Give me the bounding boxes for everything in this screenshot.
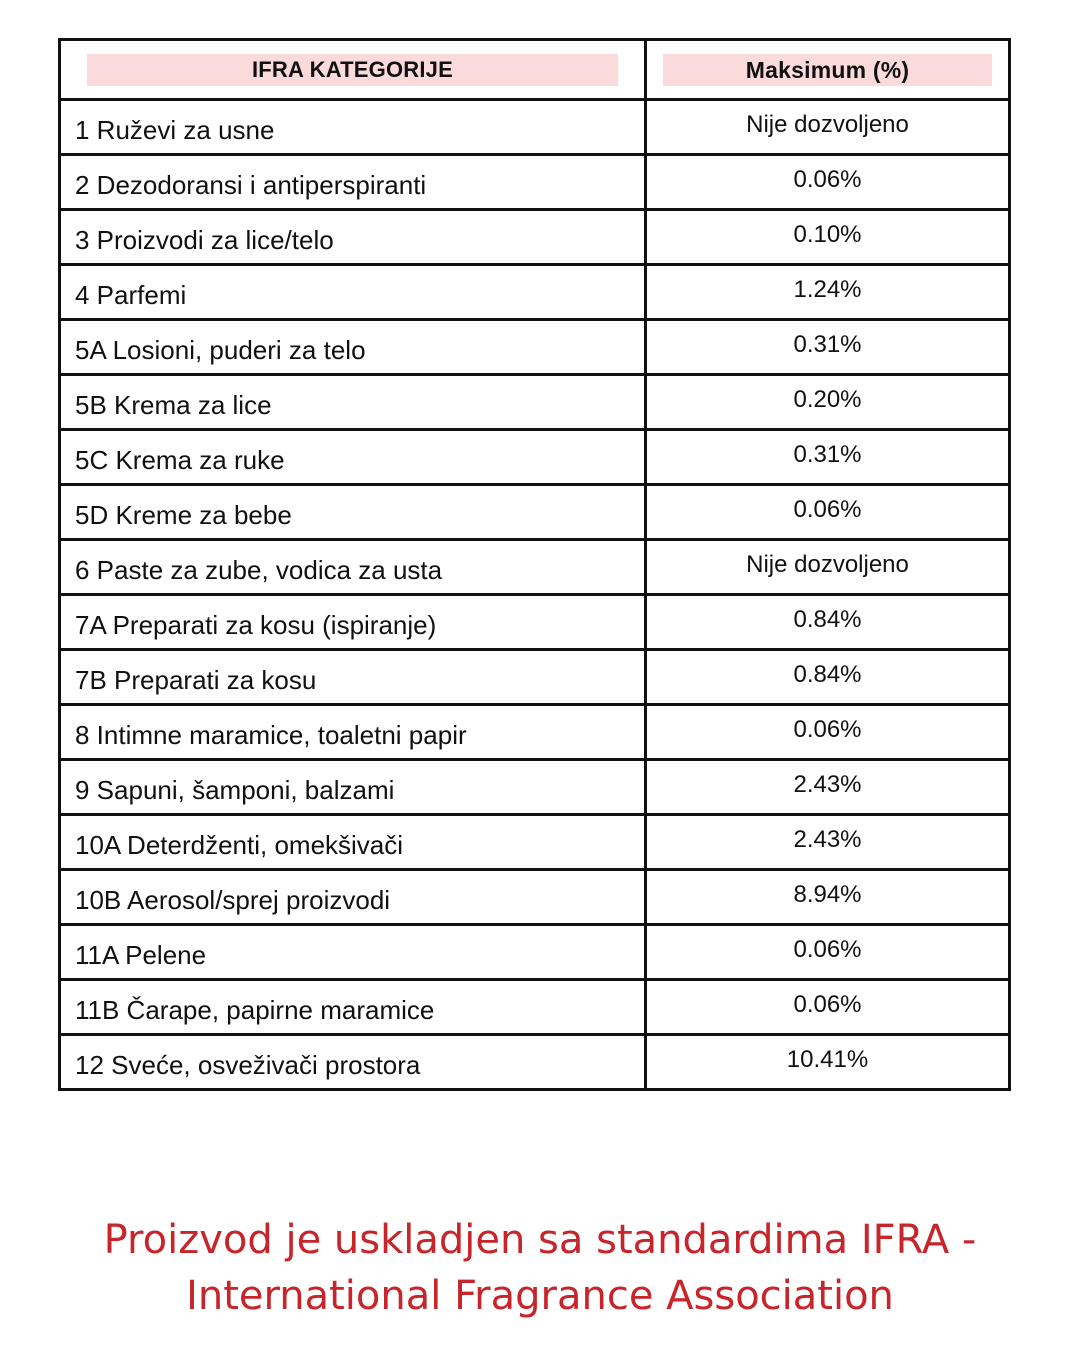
table-row [60, 430, 1010, 485]
category-cell [60, 485, 646, 540]
maximum-value: 10.41% [786, 1046, 869, 1073]
maximum-cell [646, 155, 1010, 210]
category-cell [60, 320, 646, 375]
category-label: 5B Krema za lice [75, 389, 272, 420]
maximum-value: 0.84% [793, 606, 862, 633]
category-cell [60, 870, 646, 925]
category-label: 10B Aerosol/sprej proizvodi [75, 884, 391, 915]
category-label: 5A Losioni, puderi za telo [75, 334, 366, 365]
category-cell [60, 540, 646, 595]
table-row [60, 100, 1010, 155]
category-label: 5C Krema za ruke [75, 444, 285, 475]
category-label: 5D Kreme za bebe [75, 499, 292, 530]
maximum-cell [646, 650, 1010, 705]
category-cell [60, 980, 646, 1035]
maximum-cell [646, 265, 1010, 320]
maximum-cell [646, 925, 1010, 980]
table-row [60, 540, 1010, 595]
category-label: 11B Čarape, papirne maramice [75, 994, 435, 1025]
maximum-cell [646, 980, 1010, 1035]
compliance-note-line-1: Proizvod je uskladjen sa standardima IFRA - [103, 1217, 977, 1263]
maximum-cell [646, 1035, 1010, 1090]
category-cell [60, 430, 646, 485]
maximum-value: Nije dozvoljeno [746, 551, 909, 578]
header-category-label: IFRA KATEGORIJE [87, 54, 618, 86]
category-cell [60, 265, 646, 320]
table-row [60, 375, 1010, 430]
maximum-value: 0.06% [793, 716, 862, 743]
category-cell [60, 1035, 646, 1090]
ifra-table [58, 38, 1011, 1091]
category-label: 7B Preparati za kosu [75, 664, 317, 695]
category-label: 1 Ruževi za usne [75, 114, 275, 145]
table-row [60, 870, 1010, 925]
category-cell [60, 210, 646, 265]
maximum-cell [646, 705, 1010, 760]
maximum-value: Nije dozvoljeno [746, 111, 909, 138]
maximum-value: 0.06% [793, 936, 862, 963]
category-label: 12 Sveće, osveživači prostora [75, 1049, 421, 1080]
maximum-cell [646, 595, 1010, 650]
maximum-value: 0.84% [793, 661, 862, 688]
table-row [60, 1035, 1010, 1090]
table-row [60, 485, 1010, 540]
maximum-value: 0.31% [793, 441, 862, 468]
category-cell [60, 705, 646, 760]
table-row [60, 155, 1010, 210]
header-category [60, 40, 646, 100]
category-label: 7A Preparati za kosu (ispiranje) [75, 609, 437, 640]
table-row [60, 925, 1010, 980]
table-header [60, 40, 1010, 100]
category-label: 8 Intimne maramice, toaletni papir [75, 719, 467, 750]
maximum-cell [646, 485, 1010, 540]
compliance-note-line-2: International Fragrance Association [186, 1273, 894, 1319]
category-cell [60, 925, 646, 980]
table-row [60, 760, 1010, 815]
maximum-cell [646, 375, 1010, 430]
header-maximum [646, 40, 1010, 100]
maximum-cell [646, 760, 1010, 815]
maximum-value: 0.06% [793, 166, 862, 193]
category-cell [60, 760, 646, 815]
table-row [60, 815, 1010, 870]
maximum-cell [646, 430, 1010, 485]
header-maximum-label: Maksimum (%) [663, 54, 992, 86]
maximum-value: 2.43% [793, 826, 862, 853]
maximum-value: 0.20% [793, 386, 862, 413]
category-cell [60, 100, 646, 155]
maximum-value: 0.10% [793, 221, 862, 248]
category-label: 10A Deterdženti, omekšivači [75, 829, 404, 860]
category-cell [60, 595, 646, 650]
maximum-value: 0.31% [793, 331, 862, 358]
category-cell [60, 650, 646, 705]
category-cell [60, 155, 646, 210]
header-row [60, 40, 1010, 100]
category-label: 6 Paste za zube, vodica za usta [75, 554, 443, 585]
category-cell [60, 815, 646, 870]
maximum-cell [646, 540, 1010, 595]
table-body [60, 100, 1010, 1090]
table-row [60, 595, 1010, 650]
maximum-value: 0.06% [793, 991, 862, 1018]
maximum-cell [646, 870, 1010, 925]
maximum-value: 0.06% [793, 496, 862, 523]
maximum-value: 2.43% [793, 771, 862, 798]
table-row [60, 650, 1010, 705]
maximum-cell [646, 320, 1010, 375]
category-cell [60, 375, 646, 430]
category-label: 3 Proizvodi za lice/telo [75, 224, 334, 255]
maximum-cell [646, 100, 1010, 155]
category-label: 11A Pelene [75, 939, 207, 970]
table-row [60, 210, 1010, 265]
maximum-cell [646, 210, 1010, 265]
maximum-value: 1.24% [793, 276, 862, 303]
category-label: 4 Parfemi [75, 279, 187, 310]
compliance-note [0, 1212, 1080, 1324]
maximum-value: 8.94% [793, 881, 862, 908]
table-row [60, 320, 1010, 375]
maximum-cell [646, 815, 1010, 870]
table-row [60, 265, 1010, 320]
table-row [60, 705, 1010, 760]
table-row [60, 980, 1010, 1035]
category-label: 9 Sapuni, šamponi, balzami [75, 774, 395, 805]
category-label: 2 Dezodoransi i antiperspiranti [75, 169, 427, 200]
